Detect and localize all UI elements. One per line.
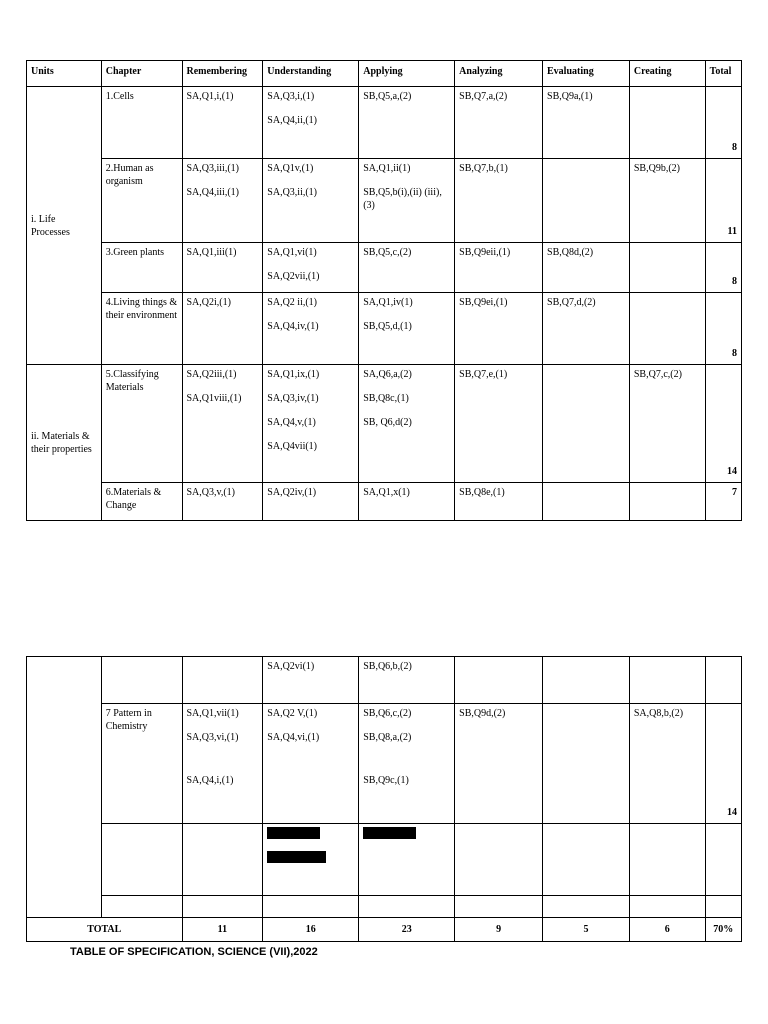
creating-cell: [629, 365, 705, 483]
total-creating: 6: [629, 918, 705, 942]
cell-line: SB,Q7,b,(1): [459, 163, 508, 174]
analyzing-cell: [455, 483, 543, 521]
analyzing-cell: [455, 87, 543, 159]
cell-line: SB,Q9ei,(1): [459, 297, 508, 308]
applying-cell: [359, 293, 455, 365]
header-remembering: Remembering: [182, 61, 263, 87]
creating-cell: [629, 657, 705, 704]
row-total: 8: [705, 293, 741, 365]
understanding-cell: [263, 657, 359, 704]
understanding-cell: [263, 704, 359, 824]
row-total: 8: [705, 87, 741, 159]
unit-cell: [27, 365, 102, 521]
applying-cell: [359, 657, 455, 704]
applying-cell: [359, 896, 455, 918]
analyzing-cell: [455, 243, 543, 293]
total-understanding: 16: [263, 918, 359, 942]
row-total: [705, 824, 741, 896]
header-total: Total: [705, 61, 741, 87]
cell-line: SA,Q1,x(1): [363, 487, 410, 498]
evaluating-cell: [543, 159, 630, 243]
cell-line: SA,Q4,ii,(1): [267, 115, 318, 126]
cell-line: SA,Q1,ii(1): [363, 163, 411, 174]
header-evaluating: Evaluating: [543, 61, 630, 87]
table-row: [27, 293, 742, 365]
cell-line: SB,Q7,a,(2): [459, 91, 508, 102]
row-total: 7: [705, 483, 741, 521]
cell-line: SB,Q8c,(1): [363, 393, 409, 404]
total-evaluating: 5: [543, 918, 630, 942]
chapter-cell: [101, 896, 182, 918]
remembering-cell: [182, 243, 263, 293]
table-row: [27, 896, 742, 918]
cell-line: SA,Q2iv,(1): [267, 487, 317, 498]
remembering-cell: [182, 293, 263, 365]
cell-line: SB,Q7,c,(2): [633, 369, 682, 380]
creating-cell: [629, 87, 705, 159]
header-creating: Creating: [629, 61, 705, 87]
total-applying: 23: [359, 918, 455, 942]
evaluating-cell: [543, 824, 630, 896]
remembering-cell: [182, 483, 263, 521]
cell-line: SA,Q6,a,(2): [363, 369, 412, 380]
cell-line: SA,Q1v,(1): [267, 163, 314, 174]
header-row: [27, 61, 742, 87]
unit-label: i. Life Processes: [31, 213, 70, 238]
chapter-cell: 6.Materials & Change: [101, 483, 182, 521]
creating-cell: [629, 293, 705, 365]
evaluating-cell: [543, 483, 630, 521]
applying-cell: [359, 824, 455, 896]
row-total: [705, 896, 741, 918]
table-caption: TABLE OF SPECIFICATION, SCIENCE (VII),2022: [70, 946, 318, 958]
cell-line: SB,Q8e,(1): [459, 487, 505, 498]
total-remembering: 11: [182, 918, 263, 942]
row-total: [705, 657, 741, 704]
table-row: [27, 365, 742, 483]
cell-line: SB,Q7,d,(2): [547, 297, 596, 308]
table-row: [27, 243, 742, 293]
specification-table-part2: [26, 656, 742, 942]
cell-line: SA,Q3,i,(1): [267, 91, 315, 102]
creating-cell: [629, 159, 705, 243]
redaction-bar: [363, 827, 416, 839]
understanding-cell: [263, 896, 359, 918]
remembering-cell: [182, 87, 263, 159]
cell-line: SA,Q3,ii,(1): [267, 187, 318, 198]
cell-line: SA,Q1,iv(1): [363, 297, 413, 308]
unit-cell: [27, 87, 102, 365]
table-row: [27, 824, 742, 896]
table-row: [27, 483, 742, 521]
chapter-cell: 3.Green plants: [101, 243, 182, 293]
cell-line: SA,Q3,v,(1): [186, 487, 236, 498]
cell-line: SA,Q1viii,(1): [186, 393, 242, 404]
chapter-cell: [101, 657, 182, 704]
total-row: [27, 918, 742, 942]
evaluating-cell: [543, 293, 630, 365]
cell-line: SB,Q9b,(2): [633, 163, 680, 174]
cell-line: SB,Q9c,(1): [363, 775, 409, 786]
grand-total: 70%: [705, 918, 741, 942]
understanding-cell: [263, 293, 359, 365]
evaluating-cell: [543, 657, 630, 704]
understanding-cell: [263, 365, 359, 483]
unit-label: ii. Materials & their properties: [31, 430, 92, 455]
chapter-cell: 7 Pattern in Chemistry: [101, 704, 182, 824]
creating-cell: [629, 243, 705, 293]
analyzing-cell: [455, 704, 543, 824]
specification-table-part1: [26, 60, 742, 521]
understanding-cell: [263, 483, 359, 521]
creating-cell: [629, 704, 705, 824]
chapter-cell: 1.Cells: [101, 87, 182, 159]
chapter-cell: 2.Human as organism: [101, 159, 182, 243]
total-analyzing: 9: [455, 918, 543, 942]
cell-line: SA,Q2 V,(1): [267, 708, 318, 719]
cell-line: SB,Q5,c,(2): [363, 247, 412, 258]
cell-line: SA,Q1,i,(1): [186, 91, 234, 102]
header-understanding: Understanding: [263, 61, 359, 87]
cell-line: SB,Q5,b(i),(ii) (iii),(3): [363, 187, 442, 211]
cell-line: SA,Q1,ix,(1): [267, 369, 320, 380]
table-row: [27, 657, 742, 704]
cell-line: SA,Q4,vi,(1): [267, 732, 320, 743]
evaluating-cell: [543, 87, 630, 159]
header-analyzing: Analyzing: [455, 61, 543, 87]
analyzing-cell: [455, 896, 543, 918]
redaction-bar: [267, 851, 326, 863]
creating-cell: [629, 483, 705, 521]
cell-line: SA,Q2vii,(1): [267, 271, 320, 282]
understanding-cell: [263, 159, 359, 243]
cell-line: SA,Q2vi(1): [267, 661, 315, 672]
applying-cell: [359, 704, 455, 824]
applying-cell: [359, 365, 455, 483]
cell-line: SB,Q5,a,(2): [363, 91, 412, 102]
cell-line: SA,Q4,i,(1): [186, 775, 234, 786]
remembering-cell: [182, 824, 263, 896]
header-chapter: Chapter: [101, 61, 182, 87]
cell-line: SB, Q6,d(2): [363, 417, 412, 428]
applying-cell: [359, 483, 455, 521]
cell-line: SA,Q3,iii,(1): [186, 163, 239, 174]
cell-line: SB,Q8,a,(2): [363, 732, 412, 743]
cell-line: SA,Q2iii,(1): [186, 369, 237, 380]
row-total: 14: [705, 365, 741, 483]
remembering-cell: [182, 159, 263, 243]
row-total: 14: [705, 704, 741, 824]
cell-line: SA,Q4vii(1): [267, 441, 318, 452]
cell-line: SA,Q3,iv,(1): [267, 393, 319, 404]
cell-line: SA,Q8,b,(2): [633, 708, 684, 719]
remembering-cell: [182, 657, 263, 704]
remembering-cell: [182, 704, 263, 824]
understanding-cell: [263, 824, 359, 896]
chapter-cell: 4.Living things & their environment: [101, 293, 182, 365]
table-row: [27, 159, 742, 243]
cell-line: SB,Q7,e,(1): [459, 369, 508, 380]
total-label: TOTAL: [27, 918, 183, 942]
table-row: [27, 87, 742, 159]
analyzing-cell: [455, 365, 543, 483]
applying-cell: [359, 159, 455, 243]
cell-line: SB,Q9d,(2): [459, 708, 506, 719]
cell-line: SA,Q4,iii,(1): [186, 187, 239, 198]
row-total: 8: [705, 243, 741, 293]
creating-cell: [629, 896, 705, 918]
analyzing-cell: [455, 657, 543, 704]
cell-line: SB,Q9a,(1): [547, 91, 593, 102]
remembering-cell: [182, 896, 263, 918]
cell-line: SA,Q1,iii(1): [186, 247, 237, 258]
evaluating-cell: [543, 243, 630, 293]
analyzing-cell: [455, 159, 543, 243]
cell-line: SB,Q9eii,(1): [459, 247, 511, 258]
evaluating-cell: [543, 896, 630, 918]
cell-line: SA,Q4,iv,(1): [267, 321, 319, 332]
header-applying: Applying: [359, 61, 455, 87]
chapter-cell: 5.Classifying Materials: [101, 365, 182, 483]
evaluating-cell: [543, 365, 630, 483]
cell-line: SA,Q2i,(1): [186, 297, 231, 308]
applying-cell: [359, 243, 455, 293]
cell-line: SB,Q5,d,(1): [363, 321, 412, 332]
analyzing-cell: [455, 293, 543, 365]
creating-cell: [629, 824, 705, 896]
cell-line: SA,Q4,v,(1): [267, 417, 316, 428]
redaction-bar: [267, 827, 320, 839]
evaluating-cell: [543, 704, 630, 824]
analyzing-cell: [455, 824, 543, 896]
applying-cell: [359, 87, 455, 159]
cell-line: SA,Q2 ii,(1): [267, 297, 318, 308]
row-total: 11: [705, 159, 741, 243]
cell-line: SA,Q3,vi,(1): [186, 732, 239, 743]
cell-line: SA,Q1,vi(1): [267, 247, 317, 258]
cell-line: SA,Q1,vii(1): [186, 708, 239, 719]
cell-line: SB,Q6,b,(2): [363, 661, 412, 672]
remembering-cell: [182, 365, 263, 483]
cell-line: SB,Q8d,(2): [547, 247, 594, 258]
header-units: Units: [27, 61, 102, 87]
table-row: [27, 704, 742, 824]
understanding-cell: [263, 243, 359, 293]
unit-cell: [27, 657, 102, 918]
cell-line: SB,Q6,c,(2): [363, 708, 412, 719]
understanding-cell: [263, 87, 359, 159]
chapter-cell: [101, 824, 182, 896]
